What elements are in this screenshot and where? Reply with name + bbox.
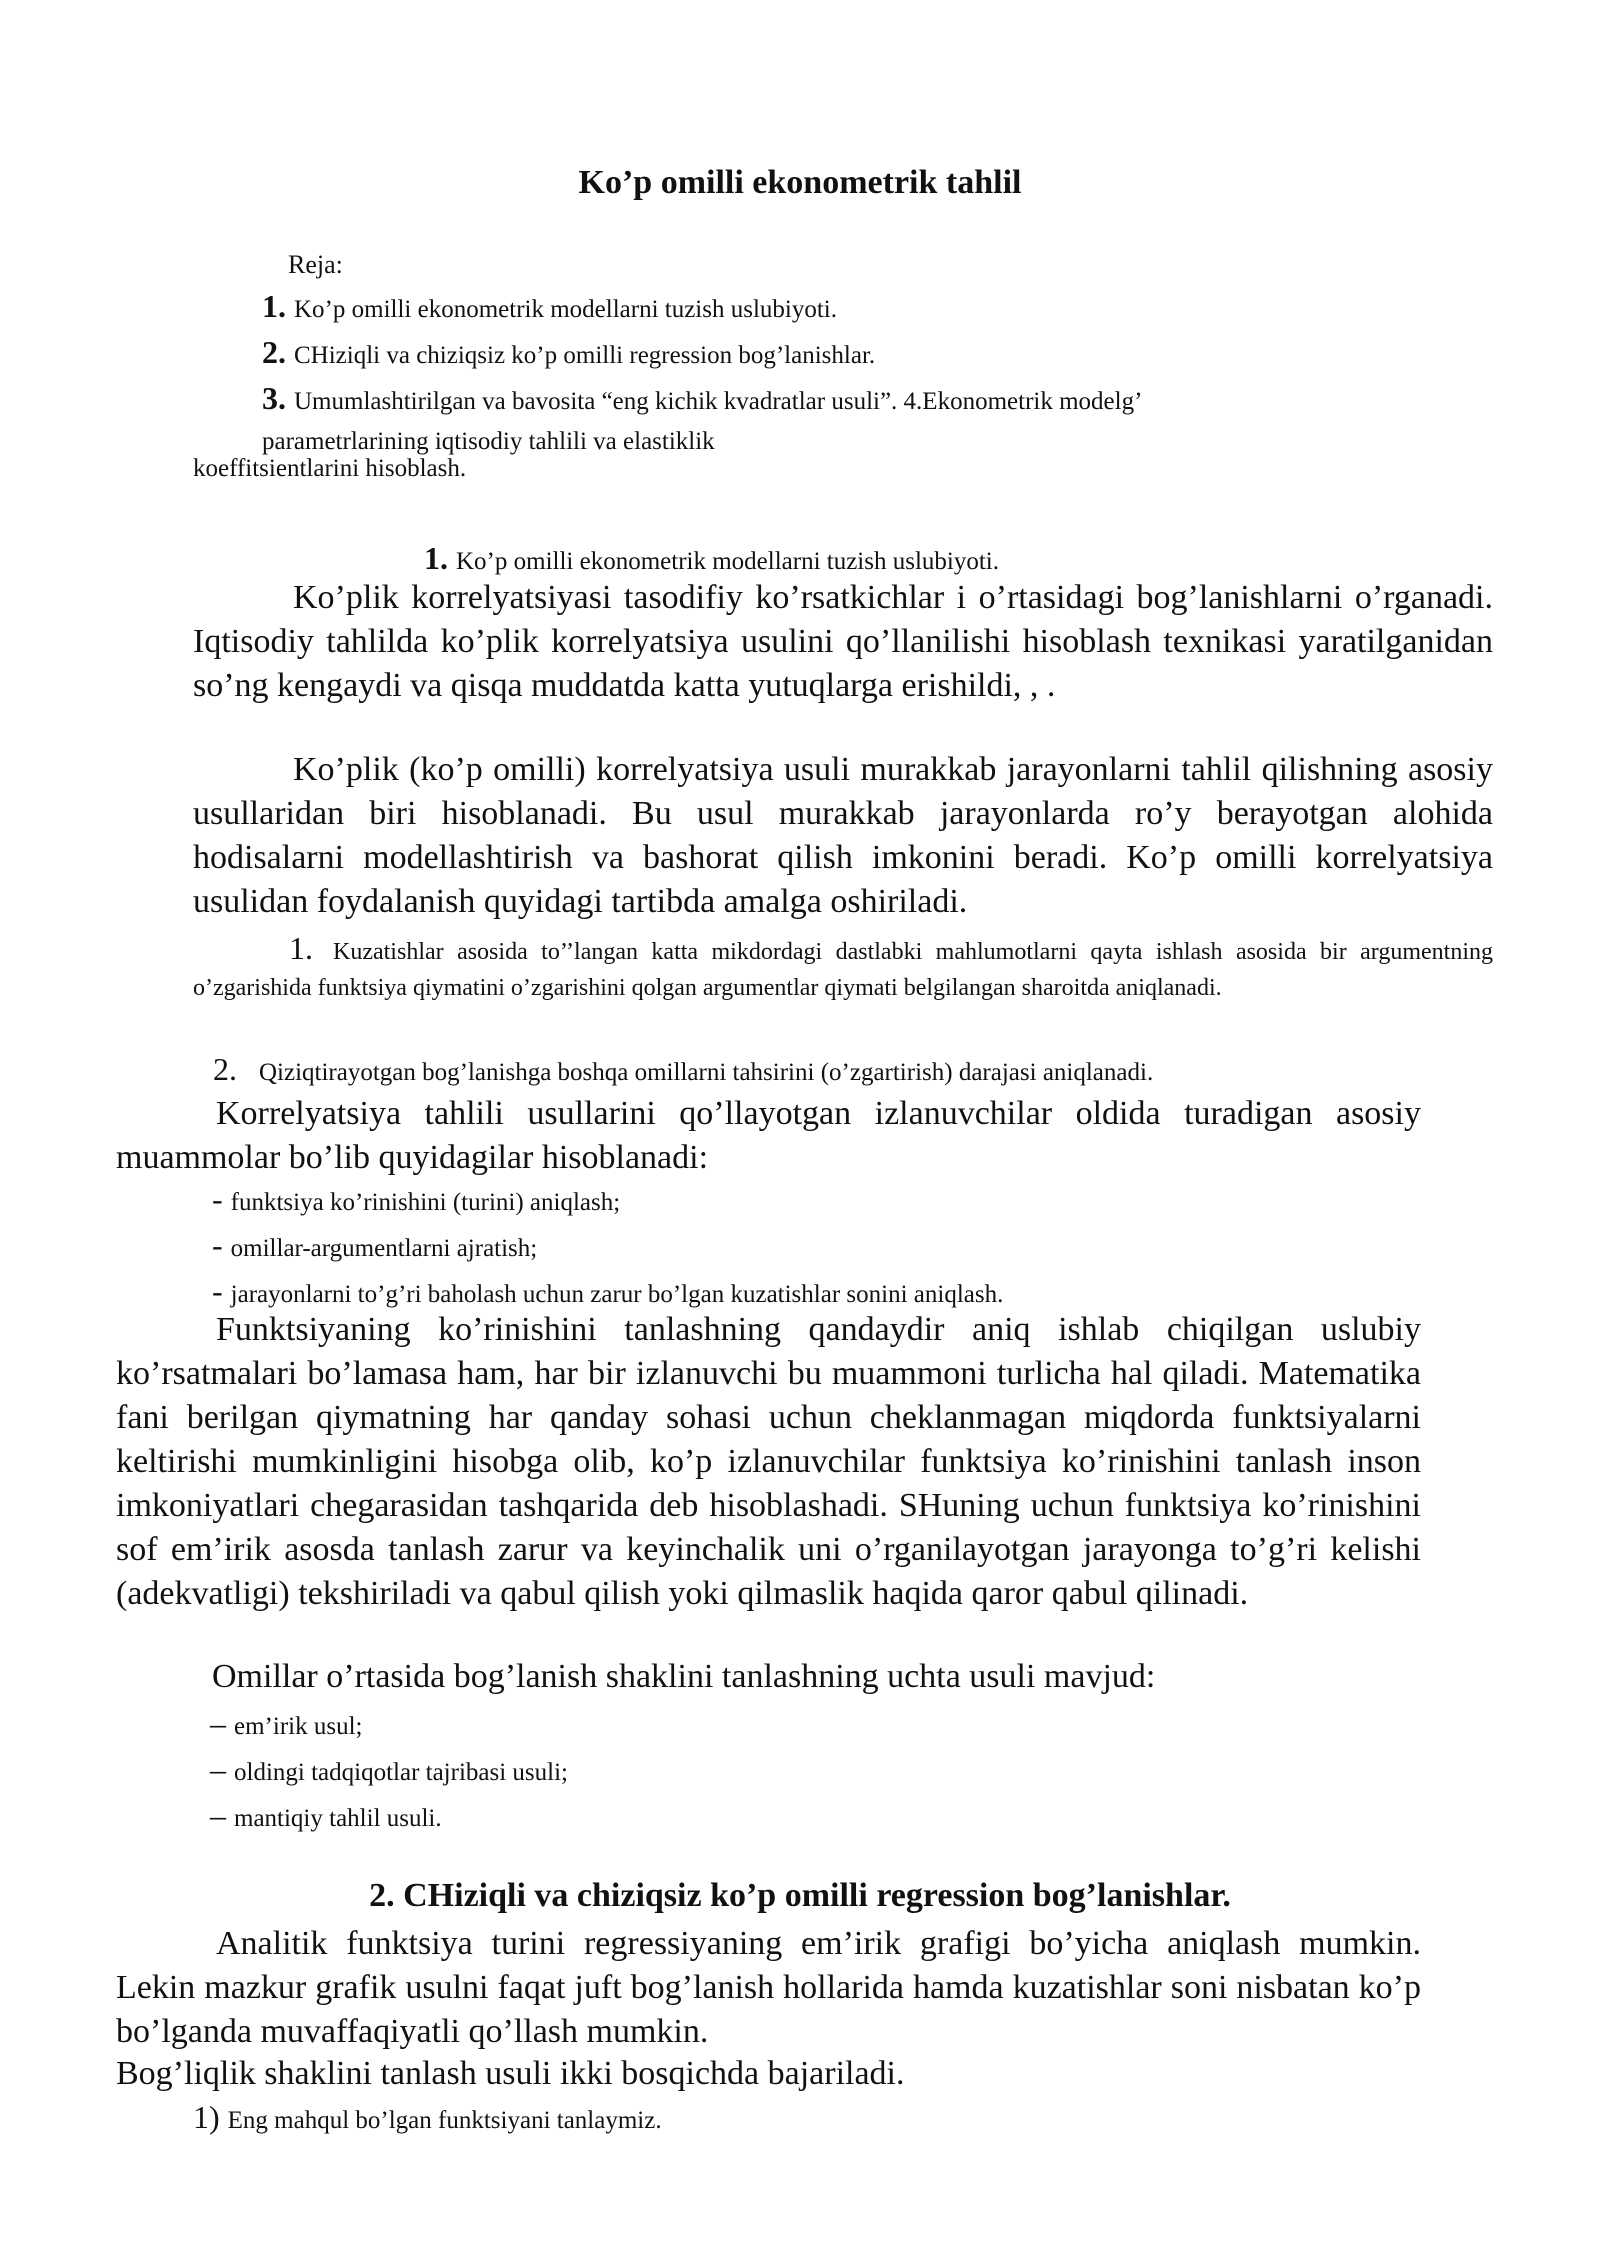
plan-item-number: 3. [262, 380, 286, 416]
list-item [210, 1794, 568, 1840]
stage-1-number: 1) [193, 2099, 220, 2135]
document-title: Ko’p omilli ekonometrik tahlil [578, 164, 1022, 201]
methods-list [210, 1702, 568, 1840]
list-item-text: funktsiya ko’rinishini (turini) aniqlash; [230, 1189, 621, 1216]
section-1-number: 1. [424, 540, 448, 576]
plan-item [262, 331, 1322, 377]
paragraph-multiple-correlation: Ko’plik korrelyatsiyasi tasodifiy ko’rsatkichlar i o’rtasidagi bog’lanishlarni o’rganadi. Iqtisodiy tahlilda ko’plik korrelyatsiya usulini qo’llanilishi hisoblash texnikasi yaratilganidan so’ng kengaydi va qisqa muddatda katta yutuqlarga erishildi, , . [193, 579, 1493, 704]
paragraph-correlation-method: Ko’plik (ko’p omilli) korrelyatsiya usuli murakkab jarayonlarni tahlil qilishning asosiy usullaridan biri hisoblanadi. Bu usul murakkab jarayonlarda ro’y berayotgan alohida hodisalarni modellashtirish va bashorat qilish imkonini beradi. Ko’p omilli korrelyatsiya usulidan foydalanish quyidagi tartibda amalga oshiriladi. [193, 751, 1493, 920]
paragraph-analytic-function: Analitik funktsiya turini regressiyaning em’irik grafigi bo’yicha aniqlash mumkin. Lekin mazkur grafik usulni faqat juft bog’lanish hollarida hamda kuzatishlar soni nisbatan ko’p bo’lganda muvaffaqiyatli qo’llash mumkin. [116, 1925, 1421, 2050]
list-item [212, 1178, 1003, 1224]
list-dash: - [212, 1227, 223, 1263]
step-2-number: 2. [213, 1051, 237, 1087]
list-item [212, 1224, 1003, 1270]
step-1 [193, 930, 1493, 1006]
plan-item-continuation: parametrlarining iqtisodiy tahlili va elastiklik [262, 428, 715, 455]
problems-list [212, 1178, 1003, 1316]
section-1-heading-text: Ko’p omilli ekonometrik modellarni tuzish uslubiyoti. [456, 548, 999, 575]
list-dash: - [212, 1181, 223, 1217]
list-dash: – [210, 1751, 226, 1787]
list-item-text: mantiqiy tahlil usuli. [234, 1805, 442, 1832]
plan-item-text: Ko’p omilli ekonometrik modellarni tuzish uslubiyoti. [294, 296, 837, 323]
list-item-text: omillar-argumentlarni ajratish; [230, 1235, 538, 1262]
list-item [210, 1702, 568, 1748]
list-dash: – [210, 1705, 226, 1741]
step-2-text: Qiziqtirayotgan bog’lanishga boshqa omillarni tahsirini (o’zgartirish) darajasi aniqlanadi. [259, 1059, 1154, 1086]
list-item [210, 1748, 568, 1794]
paragraph-three-methods: Omillar o’rtasida bog’lanish shaklini tanlashning uchta usuli mavjud: [212, 1658, 1156, 1695]
plan-list [262, 285, 1322, 461]
plan-item-text: Umumlashtirilgan va bavosita “eng kichik kvadratlar usuli”. 4.Ekonometrik modelg’ [294, 388, 1143, 415]
paragraph-two-stages: Bog’liqlik shaklini tanlash usuli ikki bosqichda bajariladi. [116, 2055, 905, 2092]
step-1-number: 1. [289, 930, 313, 966]
step-1-text: Kuzatishlar asosida to’’langan katta mikdordagi dastlabki mahlumotlarni qayta ishlash asosida bir argumentning o’zgarishida funktsiya qiymatini o’zgarishini qolgan argumentlar qiymati belgilangan sharoitda aniqlanadi. [193, 939, 1493, 1001]
plan-item [262, 285, 1322, 331]
paragraph-function-form: Funktsiyaning ko’rinishini tanlashning qandaydir aniq ishlab chiqilgan uslubiy ko’rsatmalari bo’lamasa ham, har bir izlanuvchi bu muammoni turlicha hal qiladi. Matematika fani berilgan qiymatning har qanday sohasi uchun cheklanmagan miqdorda funktsiyalarni keltirishi mumkinligini hisobga olib, ko’p izlanuvchilar funktsiya ko’rinishini tanlash inson imkoniyatlari chegarasidan tashqarida deb hisoblashadi. SHuning uchun funktsiya ko’rinishini sof em’irik asosda tanlash zarur va keyinchalik uni o’rganilayotgan jarayonga to’g’ri kelishi (adekvatligi) tekshiriladi va qabul qilish yoki qilmaslik haqida qaror qabul qilinadi. [116, 1311, 1421, 1612]
section-2-heading: 2. CHiziqli va chiziqsiz ko’p omilli regression bog’lanishlar. [369, 1877, 1231, 1914]
step-2 [213, 1048, 1153, 1094]
stage-1 [193, 2096, 662, 2142]
list-item-text: jarayonlarni to’g’ri baholash uchun zarur bo’lgan kuzatishlar sonini aniqlash. [230, 1281, 1004, 1308]
plan-label: Reja: [288, 250, 343, 279]
stage-1-text: Eng mahqul bo’lgan funktsiyani tanlaymiz. [227, 2107, 662, 2134]
plan-item-number: 2. [262, 334, 286, 370]
list-item-text: em’irik usul; [234, 1713, 363, 1740]
plan-item-tail: koeffitsientlarini hisoblash. [193, 455, 467, 482]
list-dash: - [212, 1273, 223, 1309]
plan-item-number: 1. [262, 288, 286, 324]
list-dash: – [210, 1797, 226, 1833]
list-item-text: oldingi tadqiqotlar tajribasi usuli; [234, 1759, 568, 1786]
plan-item-text: CHiziqli va chiziqsiz ko’p omilli regression bog’lanishlar. [294, 342, 876, 369]
paragraph-main-problems: Korrelyatsiya tahlili usullarini qo’llayotgan izlanuvchilar oldida turadigan asosiy muammolar bo’lib quyidagilar hisoblanadi: [116, 1095, 1421, 1176]
plan-item [262, 377, 1322, 423]
